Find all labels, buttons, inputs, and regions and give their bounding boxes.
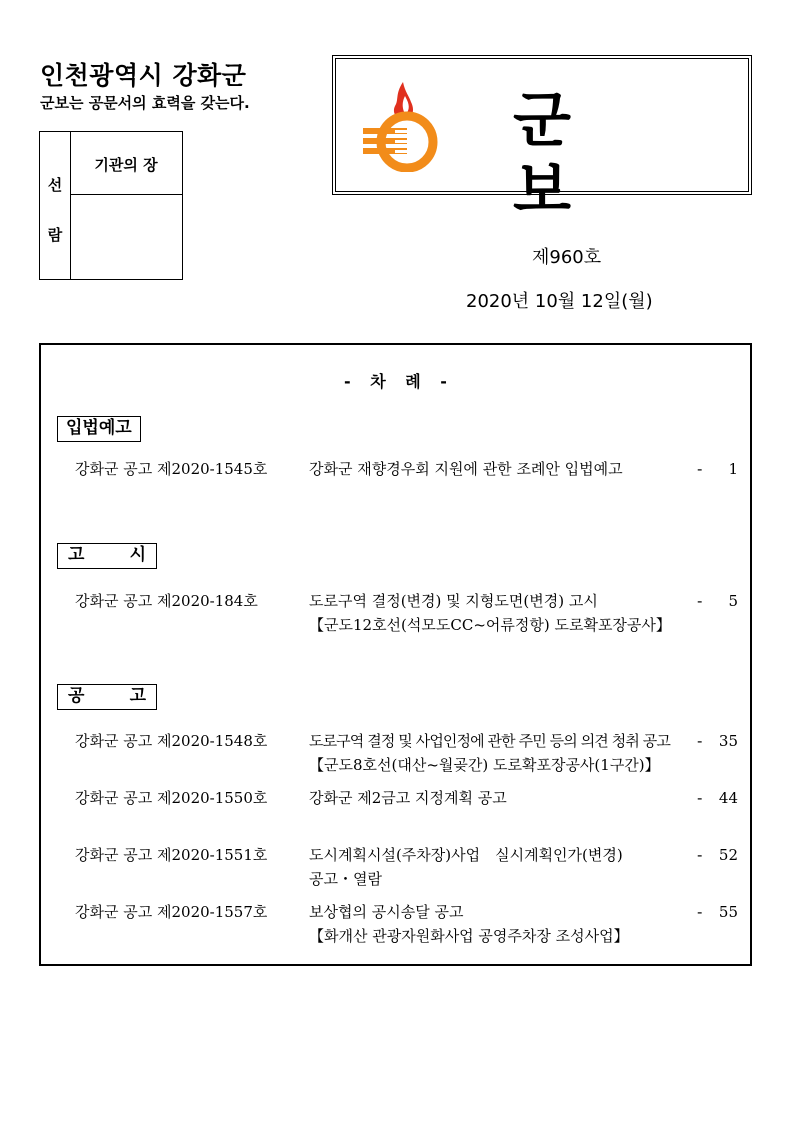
entry-subject: 강화군 재향경우회 지원에 관한 조례안 입법예고 xyxy=(309,460,623,478)
entry-detail: 【군도12호선(석모도CC~어류정항) 도로확포장공사】 xyxy=(309,616,671,634)
leader-dash: - xyxy=(697,903,703,921)
entry-subject: 강화군 제2금고 지정계획 공고 xyxy=(309,789,507,807)
leader-dash: - xyxy=(697,789,703,807)
issue-date: 2020년 10월 12일(월) xyxy=(466,291,653,312)
leader-dash: - xyxy=(697,460,703,478)
entry-number: 강화군 공고 제2020-1551호 xyxy=(75,846,268,864)
leader-dash: - xyxy=(697,592,703,610)
entry-subject: 도시계획시설(주차장)사업 실시계획인가(변경) xyxy=(309,846,623,864)
legal-effect-notice: 군보는 공문서의 효력을 갖는다. xyxy=(40,94,250,112)
entry-number: 강화군 공고 제2020-1557호 xyxy=(75,903,268,921)
approval-side-char-2: 람 xyxy=(47,226,63,244)
section-label-public-notice xyxy=(57,543,157,569)
entry-page: 52 xyxy=(718,846,738,864)
table-of-contents xyxy=(39,343,752,966)
approval-head-label: 기관의 장 xyxy=(94,156,158,174)
county-emblem-icon xyxy=(359,76,449,172)
entry-detail: 【군도8호선(대산~월곶간) 도로확포장공사(1구간)】 xyxy=(309,756,660,774)
entry-page: 5 xyxy=(728,592,738,610)
entry-subject: 보상협의 공시송달 공고 xyxy=(309,903,464,921)
section-label-char: 시 xyxy=(129,545,146,565)
entry-page: 35 xyxy=(718,732,738,750)
approval-side-char-1: 선 xyxy=(47,176,63,194)
approval-divider xyxy=(70,194,182,195)
section-label-char: 공 xyxy=(68,686,85,706)
entry-number: 강화군 공고 제2020-1550호 xyxy=(75,789,268,807)
approval-side-column xyxy=(40,132,71,279)
entry-page: 55 xyxy=(718,903,738,921)
entry-subject: 도로구역 결정(변경) 및 지형도면(변경) 고시 xyxy=(309,592,598,610)
entry-number: 강화군 공고 제2020-1545호 xyxy=(75,460,268,478)
entry-detail: 공고・열람 xyxy=(309,870,382,888)
bulletin-title: 군보 xyxy=(513,86,651,226)
entry-page: 44 xyxy=(718,789,738,807)
masthead-box xyxy=(332,55,752,226)
leader-dash: - xyxy=(697,732,703,750)
entry-page: 1 xyxy=(728,460,738,478)
entry-detail: 【화개산 관광자원화사업 공영주차장 조성사업】 xyxy=(309,927,629,945)
section-label-char: 고 xyxy=(129,686,146,706)
approval-box xyxy=(39,131,183,280)
entry-number: 강화군 공고 제2020-184호 xyxy=(75,592,258,610)
issue-number: 제960호 xyxy=(532,247,602,268)
county-name: 인천광역시 강화군 xyxy=(40,61,247,90)
section-label-legislative-notice xyxy=(57,416,141,442)
section-label-char: 고 xyxy=(68,545,85,565)
section-label-text: 입법예고 xyxy=(66,418,132,438)
entry-number: 강화군 공고 제2020-1548호 xyxy=(75,732,268,750)
leader-dash: - xyxy=(697,846,703,864)
entry-subject: 도로구역 결정 및 사업인정에 관한 주민 등의 의견 청취 공고 xyxy=(309,732,670,750)
toc-title: - 차 례 - xyxy=(344,372,447,391)
section-label-announcement xyxy=(57,684,157,710)
